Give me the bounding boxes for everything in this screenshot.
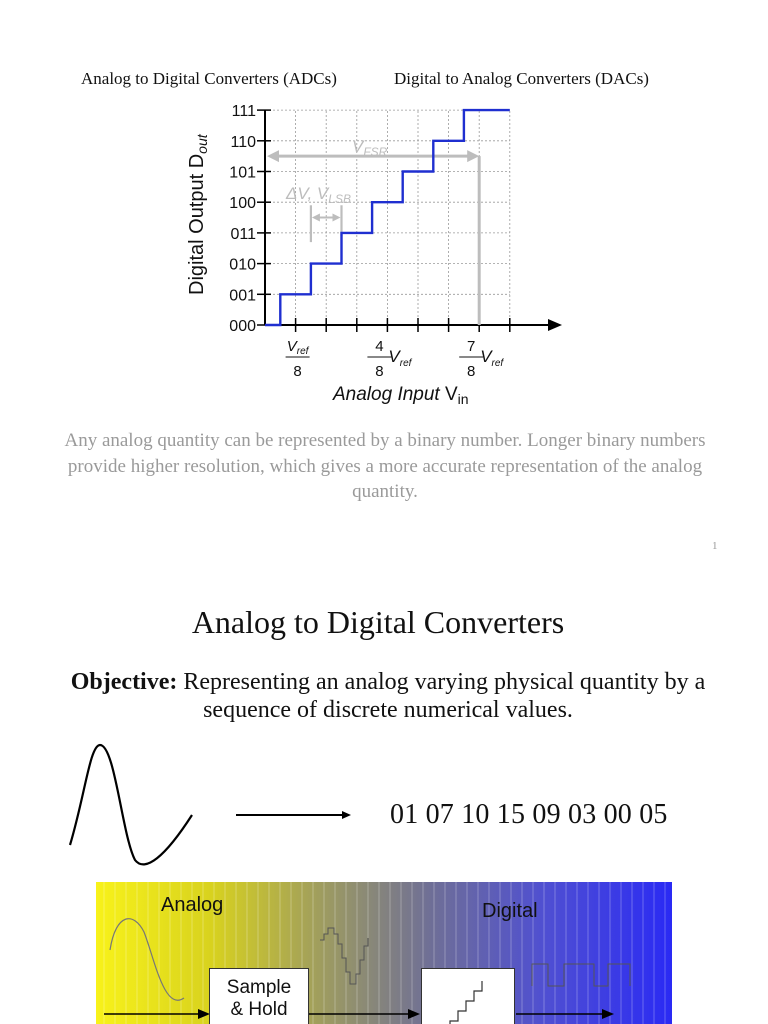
- fraction-numerator: 4: [375, 338, 384, 355]
- slide-title: Analog to Digital Converters: [191, 604, 565, 640]
- vfsr-arrowhead-left: [267, 150, 279, 162]
- y-tick-label: 010: [229, 256, 256, 274]
- band-analog-label: Analog: [161, 894, 224, 916]
- vfsr-label: $V_{FSR}$: [352, 137, 388, 159]
- x-axis-arrowhead: [548, 319, 562, 331]
- analog-wave: [70, 745, 192, 864]
- y-tick-label: 100: [229, 195, 256, 213]
- sample-hold-box: [209, 968, 309, 1024]
- y-tick-label: 101: [229, 164, 256, 182]
- y-tick-label: 110: [230, 133, 256, 151]
- y-axis-label: Digital Output $D_{out}$: [186, 134, 210, 295]
- sample-hold-line-1: Sample: [226, 977, 292, 998]
- fraction-numerator: 7: [467, 338, 476, 355]
- x-tick-fraction: [286, 338, 310, 380]
- adc-heading: Analog to Digital Converters (ADCs): [81, 69, 337, 88]
- objective-text: Representing an analog varying physical quantity by a sequence of discrete numerical values.: [177, 669, 706, 723]
- y-tick-label: 011: [230, 225, 256, 243]
- dac-heading: Digital to Analog Converters (DACs): [394, 69, 649, 88]
- y-tick-label: 111: [231, 103, 256, 121]
- band-sine-wave: [110, 919, 184, 1001]
- digital-sequence: 01 07 10 15 09 03 00 05: [390, 799, 668, 830]
- analog-digital-band: [96, 882, 672, 1024]
- page-number: 1: [712, 540, 718, 552]
- sample-hold-line-2: & Hold: [230, 999, 288, 1020]
- band-pulse-wave: [532, 964, 630, 986]
- x-tick-labels: [286, 338, 505, 380]
- vfsr-arrowhead-right: [467, 150, 479, 162]
- fraction-coefficient: $V_{ref}$: [480, 347, 504, 369]
- x-axis-label: Analog Input $V_{in}$: [333, 384, 469, 407]
- fraction-denominator: 8: [293, 363, 302, 380]
- fraction-denominator: 8: [375, 363, 384, 380]
- y-tick-labels: [229, 103, 256, 335]
- conversion-arrowhead: [342, 811, 351, 819]
- objective-paragraph: [40, 668, 736, 724]
- fraction-numerator: $V_{ref}$: [286, 338, 309, 357]
- lsb-arrowhead-left: [312, 214, 320, 222]
- objective-label: Objective:: [70, 669, 178, 695]
- analog-waveform-illustration: [60, 735, 360, 875]
- signal-arrowhead-2: [408, 1009, 420, 1019]
- lsb-label: ΔV, $V_{LSB}$: [286, 184, 351, 206]
- chart-grid: [265, 110, 510, 325]
- chart-axes: [257, 110, 562, 332]
- y-tick-label: 000: [229, 318, 256, 335]
- quantizer-box: [421, 968, 515, 1024]
- band-digital-label: Digital: [482, 900, 538, 922]
- y-tick-label: 001: [229, 287, 256, 305]
- band-sampled-wave: [320, 928, 368, 984]
- lsb-arrowhead-right: [333, 214, 341, 222]
- x-tick-fraction: [459, 338, 504, 380]
- fraction-coefficient: $V_{ref}$: [388, 347, 412, 369]
- staircase-icon: [422, 969, 514, 1024]
- caption-text: Any analog quantity can be represented by a binary number. Longer binary numbers provide higher resolution, which gives a more accurate representation of the analog quantity.: [64, 430, 706, 502]
- x-tick-fraction: [367, 338, 412, 380]
- adc-transfer-chart: [0, 0, 768, 420]
- signal-arrowhead-3: [602, 1009, 614, 1019]
- fraction-denominator: 8: [467, 363, 476, 380]
